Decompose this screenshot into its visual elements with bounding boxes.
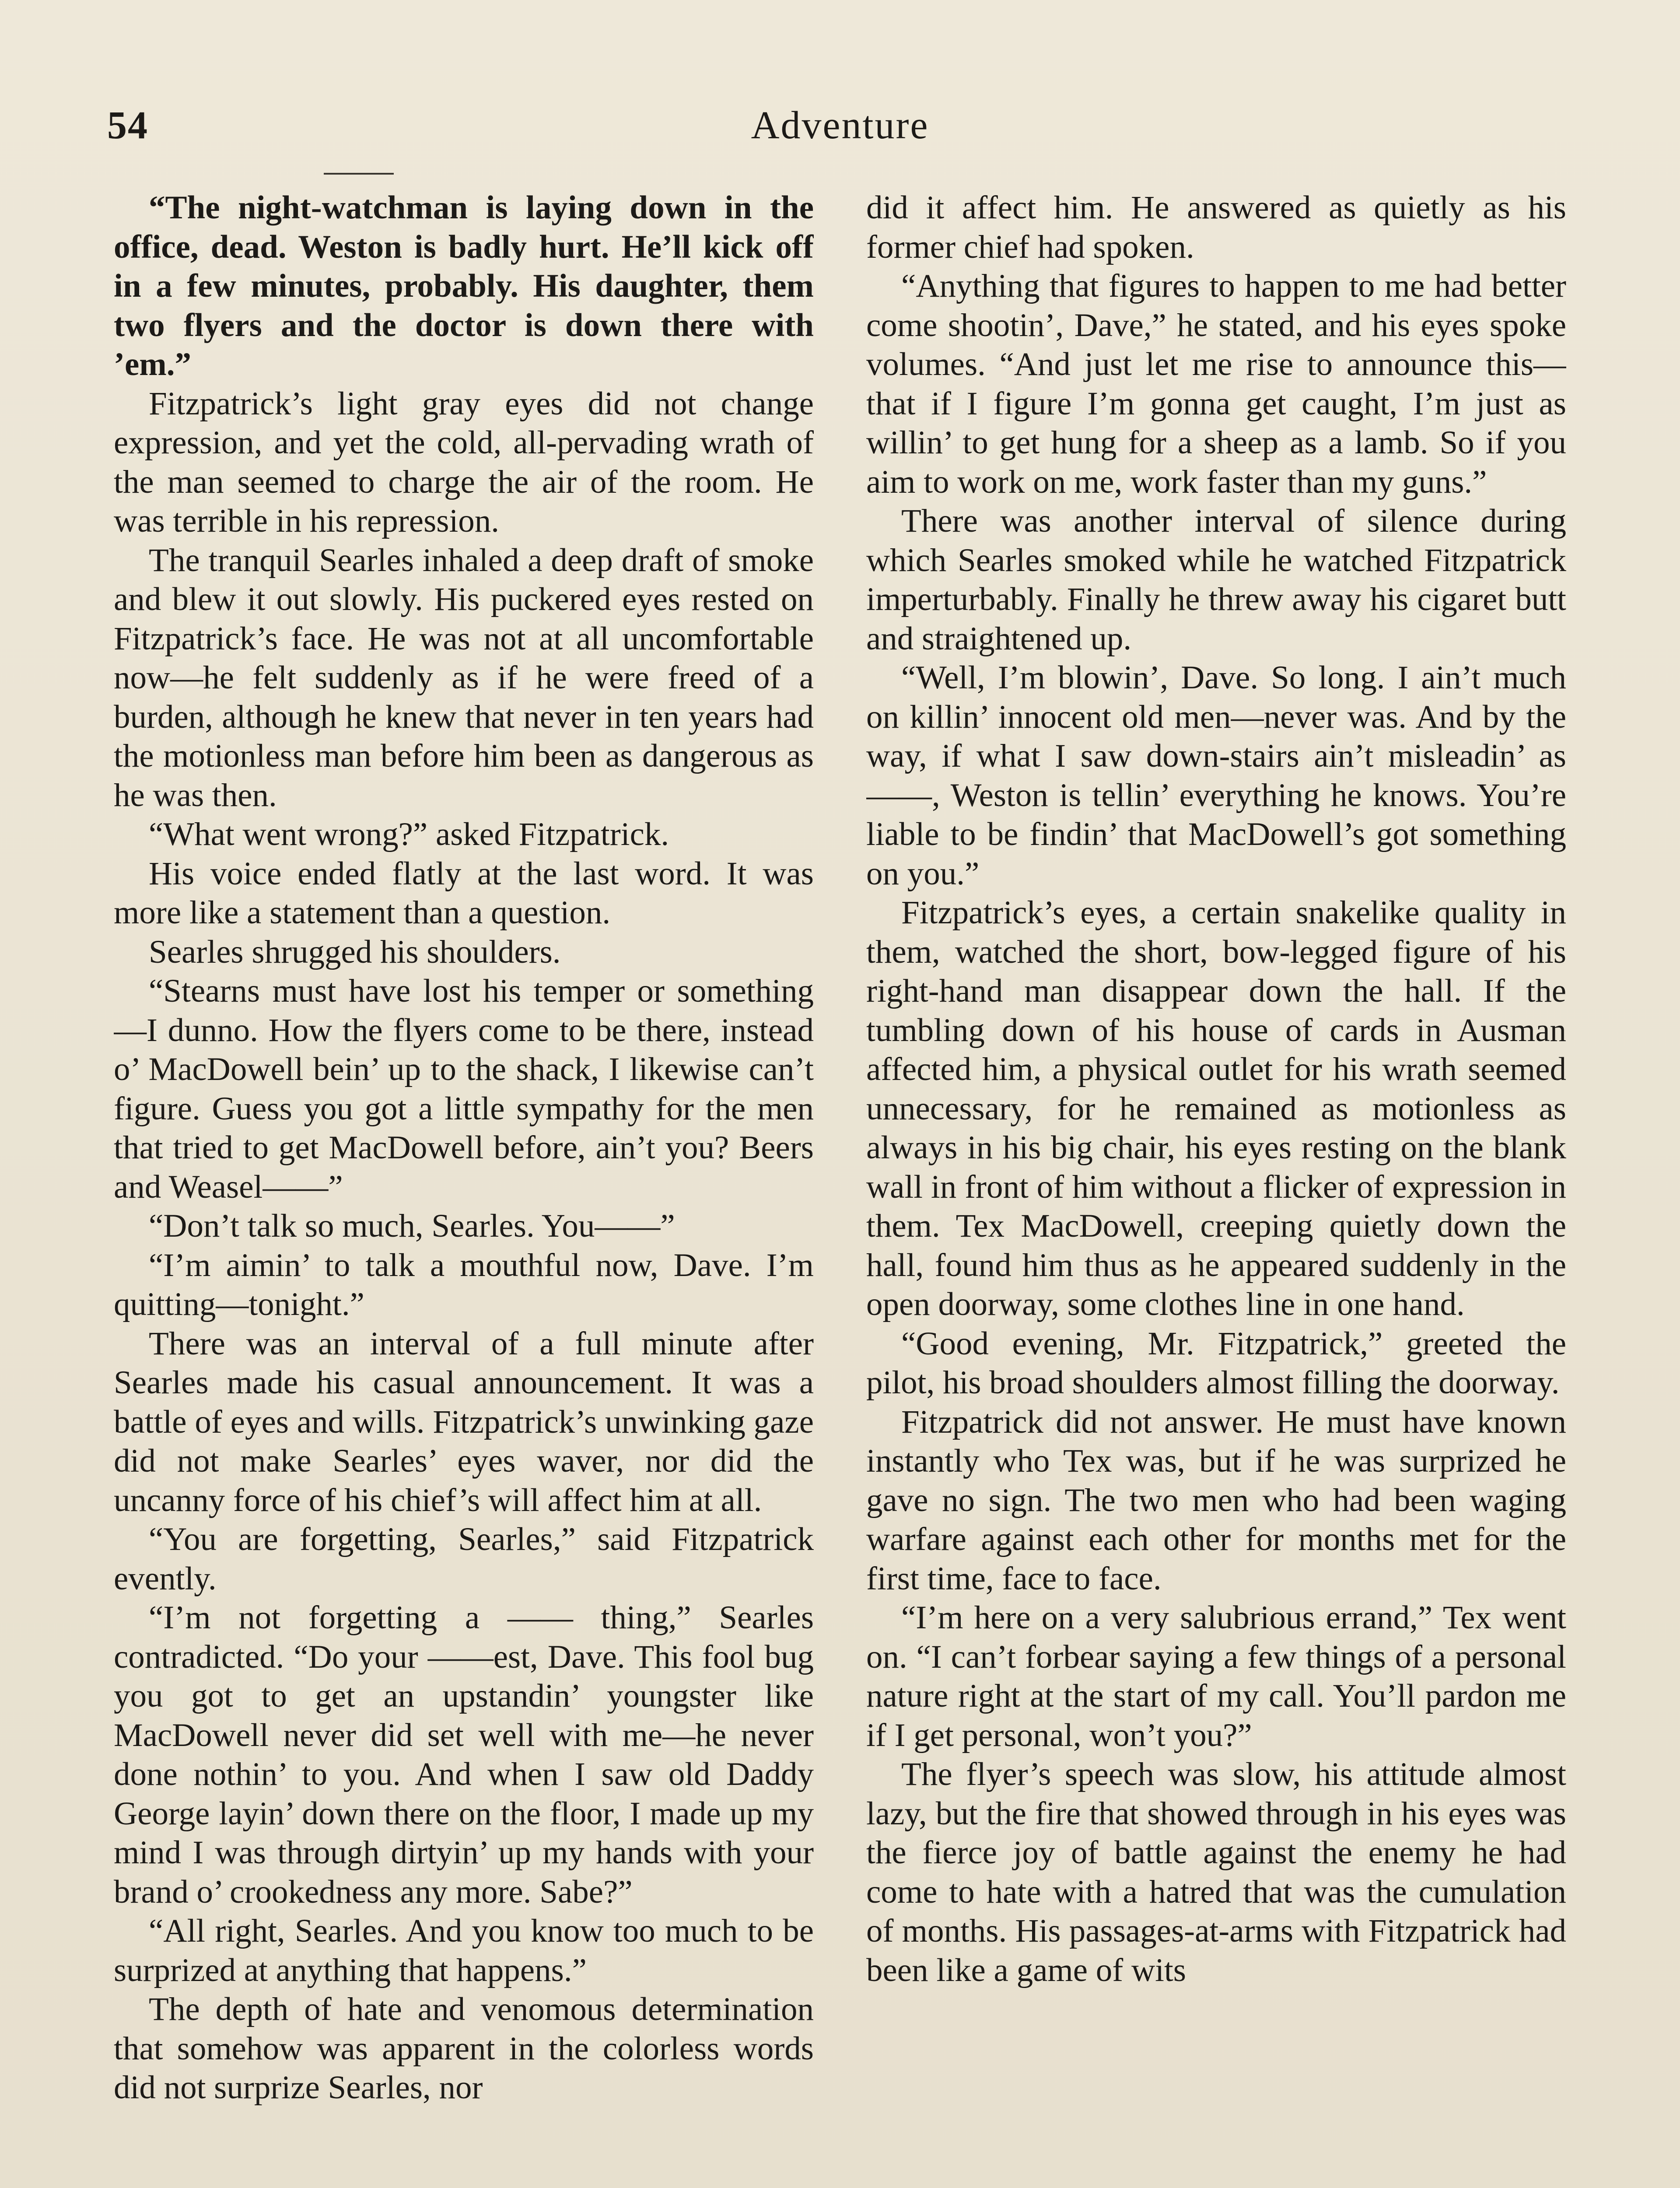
running-head: Adventure <box>751 104 929 147</box>
paragraph: Searles shrugged his shoulders. <box>149 933 561 970</box>
paragraph: Fitzpatrick’s eyes, a certain snakelike quality in them, watched the short, bow-legged figure of his right-hand man disappear down the hall. If the tumbling down of his house of cards in Ausman affected him, a physical outlet for his wrath seemed unnecessary, for he remained as motionless as always in his big chair, his eyes resting on the blank wall in front of him without a flicker of expression in them. Tex MacDowell, creeping quietly down the hall, found him thus as he appeared suddenly in the open doorway, some clothes line in one hand. <box>866 894 1566 1322</box>
paragraph: “The night-watchman is laying down in the office, dead. Weston is badly hurt. He’ll kick off in a few minutes, probably. His daughter, them two flyers and the doctor is down there with ’em.” <box>114 189 814 382</box>
paragraph: “I’m aimin’ to talk a mouthful now, Dave. I’m quitting—tonight.” <box>114 1247 814 1322</box>
paragraph: “Anything that figures to happen to me had better come shootin’, Dave,” he stated, and his eyes spoke volumes. “And just let me rise to announce this—that if I figure I’m gonna get caught, I’m just as willin’ to get hung for a sheep as a lamb. So if you aim to work on me, work faster than my guns.” <box>866 268 1566 500</box>
right-column <box>866 188 1566 2188</box>
paragraph: “All right, Searles. And you know too much to be surprized at anything that happens.” <box>114 1913 814 1988</box>
paragraph: His voice ended flatly at the last word. It was more like a statement than a question. <box>114 855 814 931</box>
paragraph: Fitzpatrick did not answer. He must have known instantly who Tex was, but if he was surprized he gave no sign. The two men who had been waging warfare against each other for months met for the first time, face to face. <box>866 1403 1566 1597</box>
paragraph: Fitzpatrick’s light gray eyes did not change expression, and yet the cold, all-pervading wrath of the man seemed to charge the air of the room. He was terrible in his repression. <box>114 385 814 539</box>
paragraph: “Good evening, Mr. Fitzpatrick,” greeted the pilot, his broad shoulders almost filling the doorway. <box>866 1325 1566 1401</box>
paragraph: The flyer’s speech was slow, his attitude almost lazy, but the fire that showed through in his eyes was the fierce joy of battle against the enemy he had come to hate with a hatred that was the cumulation of months. His passages-at-arms with Fitzpatrick had been like a game of wits <box>866 1756 1566 1988</box>
page-number: 54 <box>107 104 148 147</box>
left-column <box>114 188 814 2188</box>
page-header <box>107 103 1573 155</box>
paragraph: “What went wrong?” asked Fitzpatrick. <box>149 816 669 852</box>
paragraph: The tranquil Searles inhaled a deep draft of smoke and blew it out slowly. His puckered eyes rested on Fitzpatrick’s face. He was not at all uncomfortable now—he felt suddenly as if he were freed of a burden, although he knew that never in ten years had the motionless man before him been as dangerous as he was then. <box>114 542 814 813</box>
paragraph: “Don’t talk so much, Searles. You——” <box>149 1208 675 1244</box>
paragraph: There was another interval of silence during which Searles smoked while he watched Fitzpatrick imperturbably. Finally he threw away his cigaret butt and straightened up. <box>866 503 1566 657</box>
paragraph: “You are forgetting, Searles,” said Fitzpatrick evently. <box>114 1521 814 1597</box>
paragraph: “Well, I’m blowin’, Dave. So long. I ain’t much on killin’ innocent old men—never was. And by the way, if what I saw down-stairs ain’t misleadin’ as ——, Weston is tellin’ everything he knows. You’re liable to be findin’ that MacDowell’s got something on you.” <box>866 659 1566 892</box>
paragraph: The depth of hate and venomous determination that somehow was apparent in the colorless words did not surprize Searles, nor <box>114 1991 814 2106</box>
paragraph: There was an interval of a full minute after Searles made his casual announcement. It was a battle of eyes and wills. Fitzpatrick’s unwinking gaze did not make Searles’ eyes waver, nor did the uncanny force of his chief’s will affect him at all. <box>114 1325 814 1518</box>
paragraph: “I’m here on a very salubrious errand,” Tex went on. “I can’t forbear saying a few things of a personal nature right at the start of my call. You’ll pardon me if I get personal, won’t you?” <box>866 1599 1566 1753</box>
header-rule <box>324 173 394 175</box>
paragraph: did it affect him. He answered as quietly as his former chief had spoken. <box>866 189 1566 265</box>
paragraph: “Stearns must have lost his temper or something—I dunno. How the flyers come to be there, instead o’ MacDowell bein’ up to the shack, I likewise can’t figure. Guess you got a little sympathy for the men that tried to get MacDowell before, ain’t you? Beers and Weasel——” <box>114 973 814 1205</box>
paragraph: “I’m not forgetting a —— thing,” Searles contradicted. “Do your ——est, Dave. This fool bug you got to get an upstandin’ youngster like MacDowell never did set well with me—he never done nothin’ to you. And when I saw old Daddy George layin’ down there on the floor, I made up my mind I was through dirtyin’ up my hands with your brand o’ crookedness any more. Sabe?” <box>114 1599 814 1910</box>
